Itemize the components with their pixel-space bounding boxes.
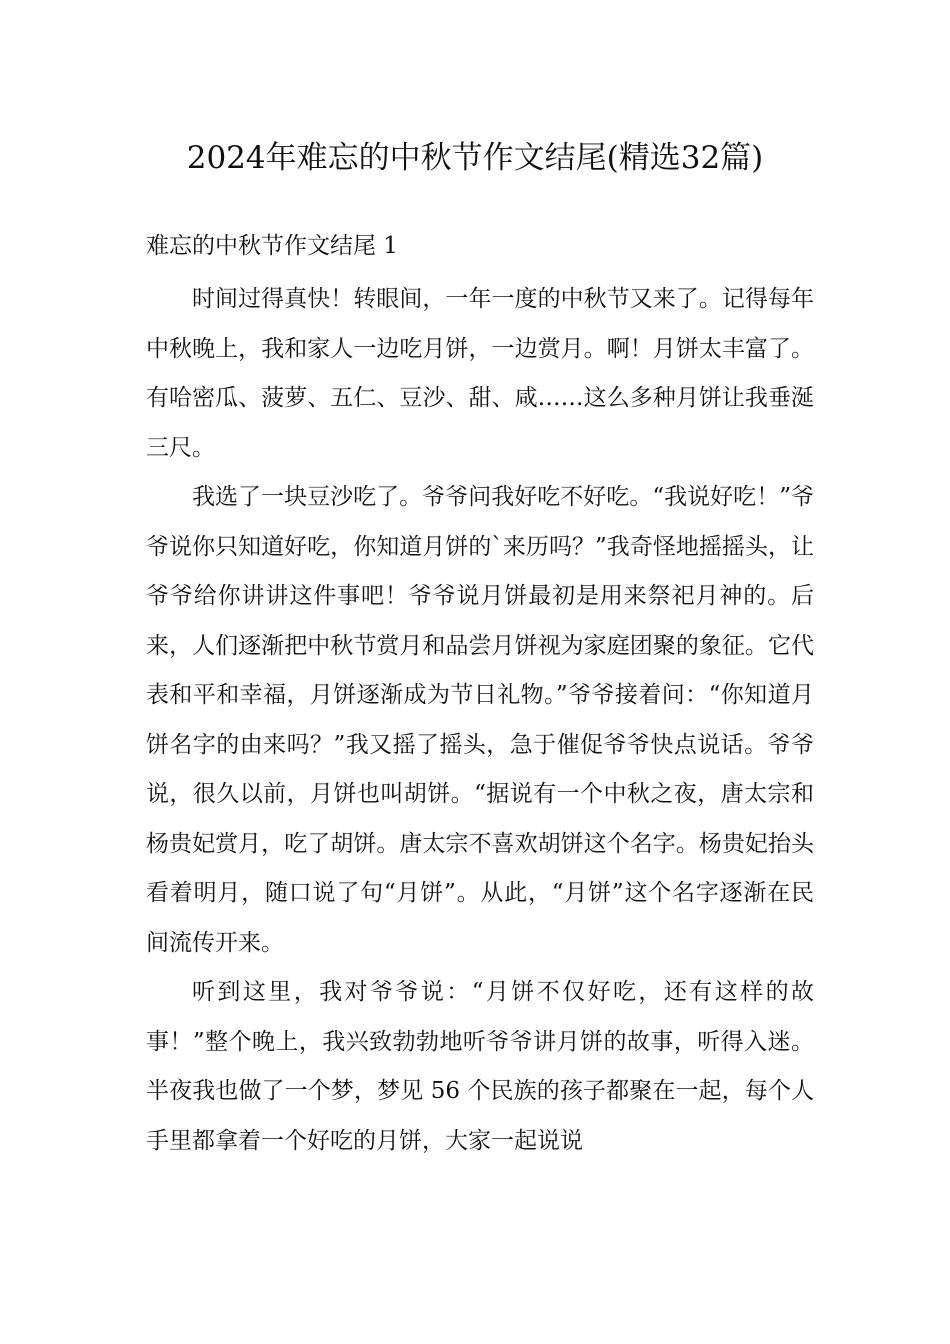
section-heading: 难忘的中秋节作文结尾 1 — [146, 233, 398, 259]
paragraph-3: 听到这里，我对爷爷说：“月饼不仅好吃，还有这样的故事！”整个晚上，我兴致勃勃地听爷爷讲月饼的故事，听得入迷。半夜我也做了一个梦，梦见 56 个民族的孩子都聚在一起，每个人手里都拿着一个好吃的月饼，大家一起说说 — [146, 979, 814, 1154]
document-body — [146, 275, 814, 1166]
paragraph-1: 时间过得真快！转眼间，一年一度的中秋节又来了。记得每年中秋晚上，我和家人一边吃月饼，一边赏月。啊！月饼太丰富了。有哈密瓜、菠萝、五仁、豆沙、甜、咸……这么多种月饼让我垂涎三尺。 — [146, 286, 814, 461]
paragraph-2: 我选了一块豆沙吃了。爷爷问我好吃不好吃。“我说好吃！”爷爷说你只知道好吃，你知道月饼的`来历吗？”我奇怪地摇摇头，让爷爷给你讲讲这件事吧！爷爷说月饼最初是用来祭祀月神的。后来，人们逐渐把中秋节赏月和品尝月饼视为家庭团聚的象征。它代表和平和幸福，月饼逐渐成为节日礼物。”爷爷接着问：“你知道月饼名字的由来吗？”我又摇了摇头，急于催促爷爷快点说话。爷爷说，很久以前，月饼也叫胡饼。“据说有一个中秋之夜，唐太宗和杨贵妃赏月，吃了胡饼。唐太宗不喜欢胡饼这个名字。杨贵妃抬头看着明月，随口说了句“月饼”。从此，“月饼”这个名字逐渐在民间流传开来。 — [146, 484, 814, 956]
document-title: 2024年难忘的中秋节作文结尾(精选32篇) — [186, 140, 764, 176]
